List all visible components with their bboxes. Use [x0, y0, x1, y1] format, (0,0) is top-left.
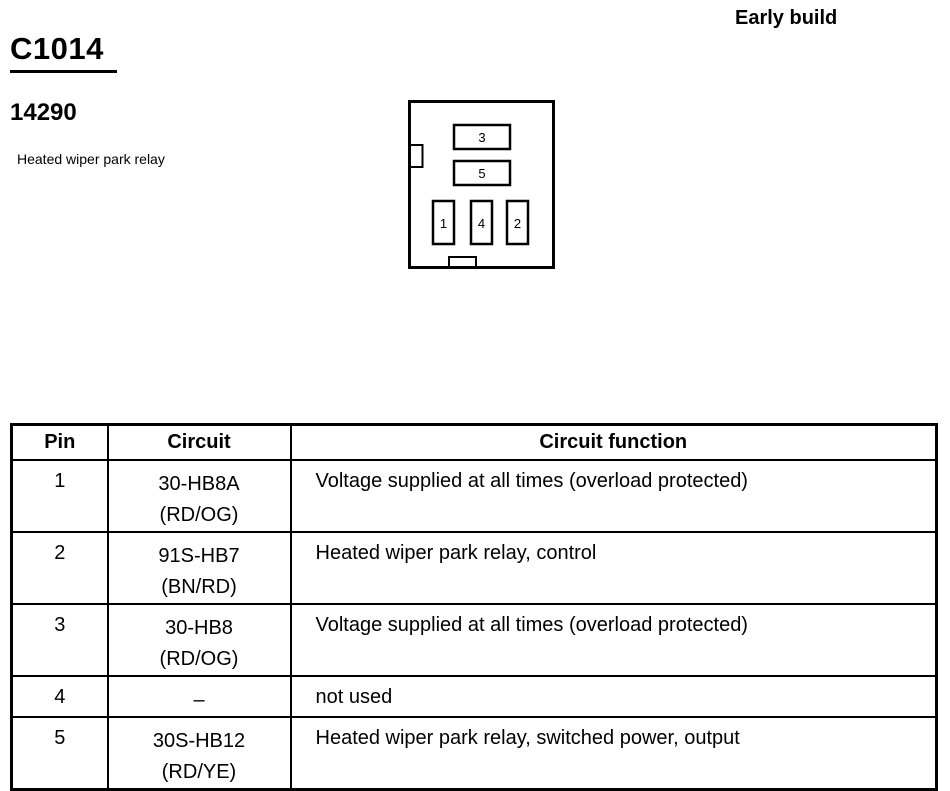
header-circuit-function: Circuit function [291, 425, 937, 461]
part-number: 14290 [10, 99, 77, 126]
connector-face-svg [408, 100, 555, 269]
connector-latch [410, 145, 423, 167]
wire-color: (BN/RD) [161, 576, 237, 598]
circuit [108, 604, 291, 676]
wire-color: (RD/OG) [159, 504, 239, 526]
table-header-row [12, 425, 937, 461]
circuit-function: Heated wiper park relay, switched power, output [291, 717, 937, 790]
circuit [108, 460, 291, 532]
wire-color: (RD/OG) [159, 648, 239, 670]
circuit [108, 532, 291, 604]
circuit-id: 91S-HB7 [158, 545, 240, 567]
pin-number: 5 [12, 717, 108, 790]
header-circuit: Circuit [108, 425, 291, 461]
circuit-function: Voltage supplied at all times (overload protected) [291, 460, 937, 532]
pin-1-label: 1 [439, 216, 448, 231]
table-row [12, 676, 937, 717]
circuit-id: 30-HB8 [165, 617, 233, 639]
pin-5-label: 5 [478, 166, 486, 181]
pin-2-label: 2 [513, 216, 522, 231]
pin-table [10, 423, 938, 791]
wire-color: (RD/YE) [161, 761, 237, 783]
table-row [12, 532, 937, 604]
build-note: Early build [735, 7, 838, 29]
connector-id: C1014 [10, 31, 104, 66]
circuit-id: 30S-HB12 [152, 730, 246, 752]
circuit [108, 676, 291, 717]
connector-face-diagram [408, 100, 555, 269]
circuit-function: not used [291, 676, 937, 717]
pin-4-label: 4 [477, 216, 486, 231]
pin-number: 1 [12, 460, 108, 532]
table-row [12, 460, 937, 532]
pin-number: 3 [12, 604, 108, 676]
circuit-function: Heated wiper park relay, control [291, 532, 937, 604]
circuit-id: – [193, 689, 205, 711]
connector-description: Heated wiper park relay [17, 151, 165, 167]
pin-3-label: 3 [478, 130, 486, 145]
circuit-function: Voltage supplied at all times (overload protected) [291, 604, 937, 676]
header-pin: Pin [12, 425, 108, 461]
connector-id-underline [10, 70, 117, 73]
pin-number: 4 [12, 676, 108, 717]
circuit-id: 30-HB8A [158, 473, 240, 495]
pin-number: 2 [12, 532, 108, 604]
table-row [12, 604, 937, 676]
